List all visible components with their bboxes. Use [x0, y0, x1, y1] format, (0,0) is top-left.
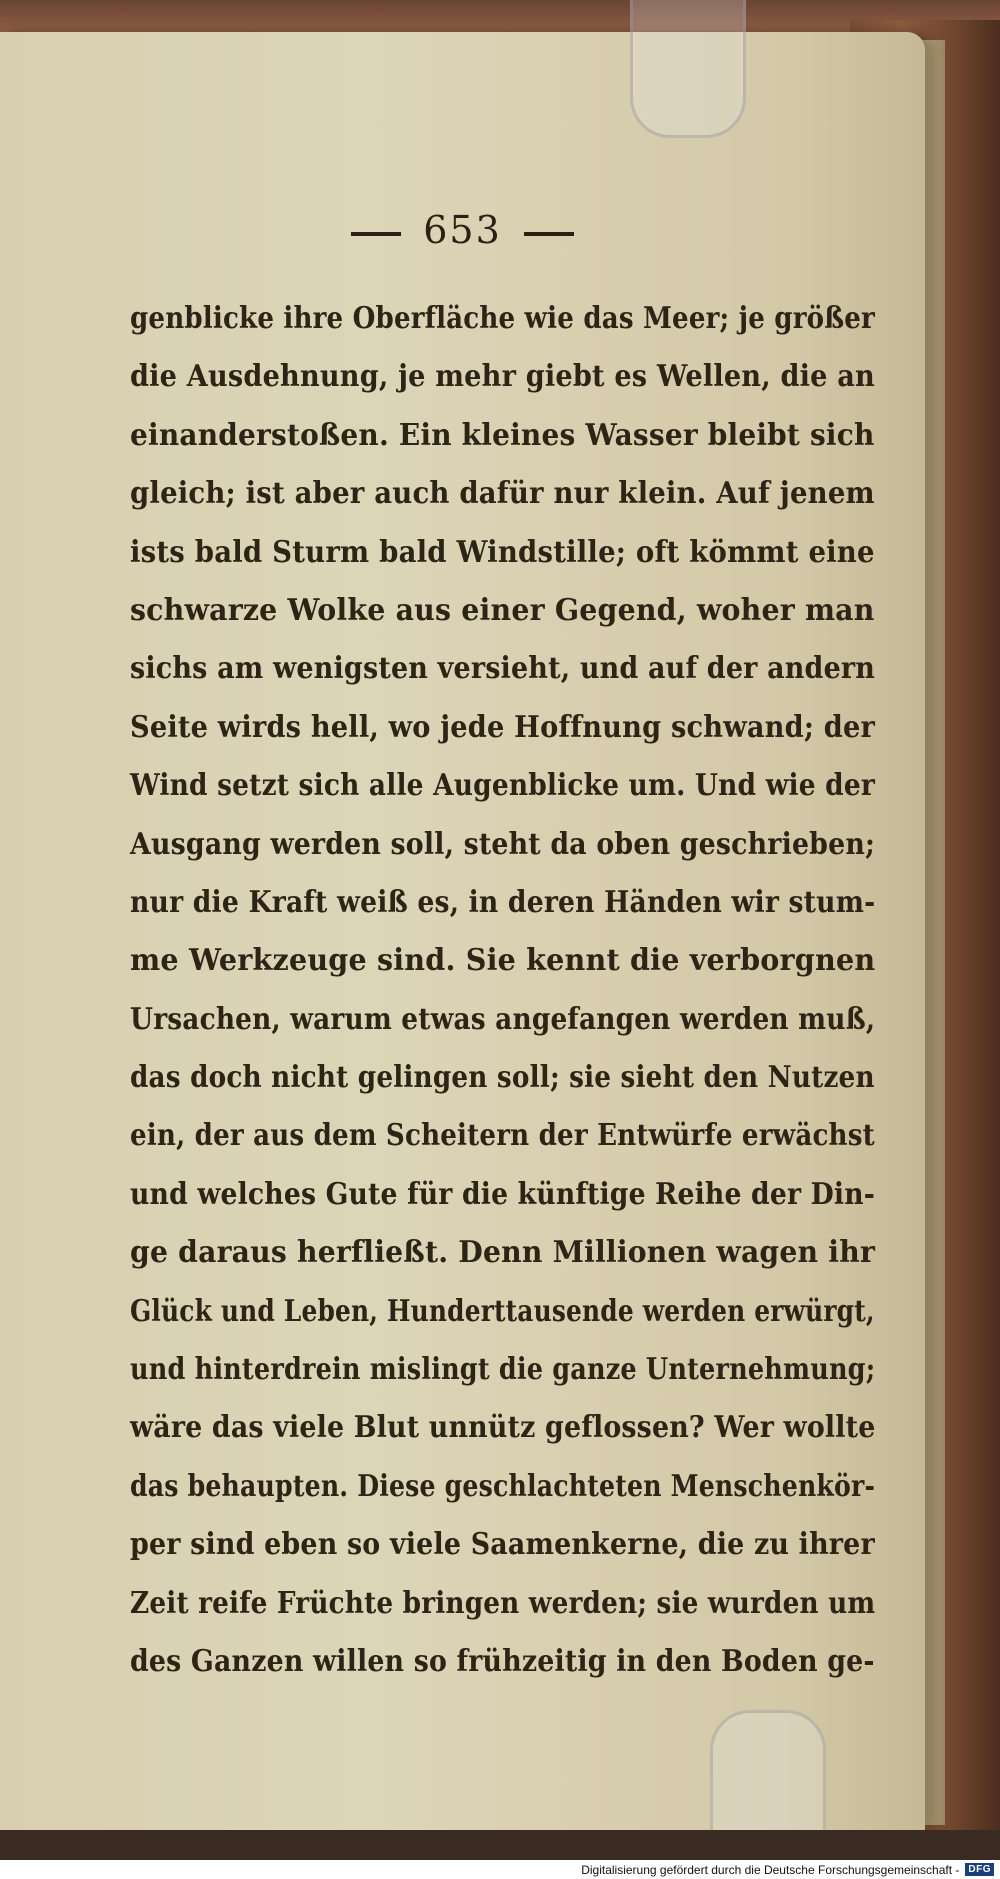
- text-line: ists bald Sturm bald Windstille; oft kömmt eine: [130, 534, 875, 570]
- top-clip: [630, 0, 746, 138]
- text-line: die Ausdehnung, je mehr giebt es Wellen, die an: [130, 359, 875, 395]
- text-line: und hinterdrein mislingt die ganze Unternehmung;: [130, 1352, 876, 1388]
- text-line: ein, der aus dem Scheitern der Entwürfe erwächst: [130, 1118, 875, 1154]
- scanner-bed: [0, 1830, 1000, 1860]
- text-line: Seite wirds hell, wo jede Hoffnung schwand; der: [130, 709, 875, 745]
- text-line: Glück und Leben, Hunderttausende werden erwürgt,: [130, 1293, 875, 1329]
- text-line: Zeit reife Früchte bringen werden; sie wurden um: [130, 1585, 876, 1621]
- text-line: Wind setzt sich alle Augenblicke um. Und wie der: [130, 768, 875, 804]
- text-body: [130, 290, 875, 1691]
- text-line: ge daraus herfließt. Denn Millionen wagen ihr: [130, 1235, 876, 1271]
- text-line: schwarze Wolke aus einer Gegend, woher man: [130, 592, 875, 628]
- text-line: nur die Kraft weiß es, in deren Händen wir stum-: [130, 884, 876, 920]
- text-line: gleich; ist aber auch dafür nur klein. Auf jenem: [130, 476, 875, 512]
- text-line: Ausgang werden soll, steht da oben geschrieben;: [130, 826, 876, 862]
- dfg-logo: DFG: [965, 1863, 994, 1876]
- text-line: sichs am wenigsten versieht, und auf der andern: [130, 651, 876, 687]
- text-line: des Ganzen willen so frühzeitig in den Boden ge-: [130, 1643, 875, 1679]
- dash-left: [351, 232, 401, 236]
- text-line: genblicke ihre Oberfläche wie das Meer; je größer: [130, 301, 875, 336]
- text-line: Ursachen, warum etwas angefangen werden muß,: [130, 1001, 876, 1037]
- text-line: per sind eben so viele Saamenkerne, die zu ihrer: [130, 1527, 875, 1563]
- text-line: das doch nicht gelingen soll; sie sieht den Nutzen: [130, 1060, 875, 1096]
- text-line: me Werkzeuge sind. Sie kennt die verborgnen: [130, 943, 876, 979]
- page-header: [0, 208, 925, 252]
- text-line: und welches Gute für die künftige Reihe der Din-: [130, 1176, 876, 1212]
- text-line: das behaupten. Diese geschlachteten Menschenkör-: [130, 1468, 876, 1504]
- text-line: wäre das viele Blut unnütz geflossen? Wer wollte: [130, 1410, 876, 1446]
- page-number: 653: [423, 208, 502, 252]
- footer-text: Digitalisierung gefördert durch die Deutsche Forschungsgemeinschaft -: [581, 1862, 960, 1877]
- footer-bar: [0, 1860, 1000, 1879]
- dash-right: [524, 232, 574, 236]
- text-line: einanderstoßen. Ein kleines Wasser bleibt sich: [130, 417, 875, 453]
